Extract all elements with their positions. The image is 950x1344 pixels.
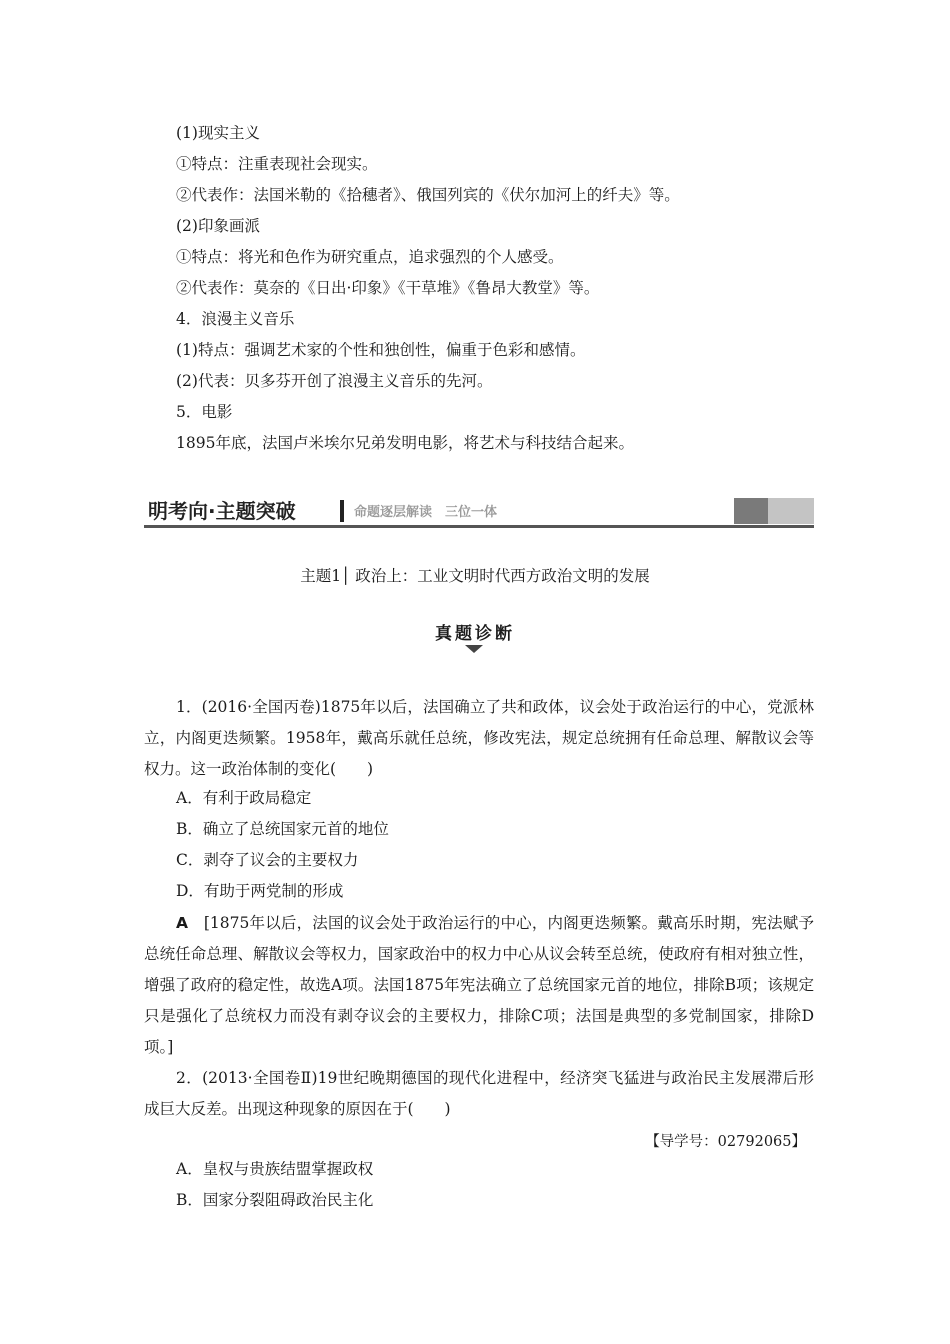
q2-option-b: B．国家分裂阻碍政治民主化 bbox=[176, 1191, 374, 1209]
text-line: (2)印象画派 bbox=[176, 217, 260, 235]
text-line: 5．电影 bbox=[176, 403, 233, 421]
banner-rule bbox=[144, 525, 814, 528]
q1-option-c: C．剥夺了议会的主要权力 bbox=[176, 851, 359, 869]
banner-decoration bbox=[734, 498, 768, 524]
banner-decoration bbox=[768, 498, 814, 524]
text-line: ①特点：将光和色作为研究重点，追求强烈的个人感受。 bbox=[176, 248, 564, 266]
guide-number: 【导学号：02792065】 bbox=[645, 1134, 806, 1150]
question-1-stem bbox=[144, 692, 814, 785]
diagnosis-title: 真题诊断 bbox=[435, 624, 515, 644]
question-1-text: 1．(2016·全国丙卷)1875年以后，法国确立了共和政体，议会处于政治运行的中心，党派林立，内阁更迭频繁。1958年，戴高乐就任总统，修改宪法，规定总统拥有任命总理、解散议会等权力。这一政治体制的变化( ) bbox=[144, 698, 814, 778]
question-2-stem bbox=[144, 1063, 814, 1125]
banner-divider bbox=[340, 500, 344, 522]
text-line: ②代表作：法国米勒的《拾穗者》、俄国列宾的《伏尔加河上的纤夫》等。 bbox=[176, 186, 680, 204]
q1-option-b: B．确立了总统国家元首的地位 bbox=[176, 820, 389, 838]
text-line: ①特点：注重表现社会现实。 bbox=[176, 155, 378, 173]
q1-option-a: A．有利于政局稳定 bbox=[176, 789, 312, 807]
q1-answer bbox=[144, 908, 814, 1063]
diagnosis-heading bbox=[0, 619, 950, 644]
text-line: 4．浪漫主义音乐 bbox=[176, 310, 295, 328]
answer-explanation: [1875年以后，法国的议会处于政治运行的中心，内阁更迭频繁。戴高乐时期，宪法赋予总统任命总理、解散议会等权力，国家政治中的权力中心从议会转至总统，使政府有相对独立性，增强了政府的稳定性，故选A项。法国1875年宪法确立了总统国家元首的地位，排除B项；该规定只是强化了总统权力而没有剥夺议会的主要权力，排除C项；法国是典型的多党制国家，排除D项。] bbox=[144, 914, 814, 1056]
text-line: (1)现实主义 bbox=[176, 124, 260, 142]
section-banner bbox=[144, 496, 814, 528]
banner-title: 明考向·主题突破 bbox=[148, 499, 296, 523]
question-2-text: 2．(2013·全国卷Ⅱ)19世纪晚期德国的现代化进程中，经济突飞猛进与政治民主发展滞后形成巨大反差。出现这种现象的原因在于( ) bbox=[144, 1069, 814, 1118]
text-line: 1895年底，法国卢米埃尔兄弟发明电影，将艺术与科技结合起来。 bbox=[176, 434, 634, 452]
answer-letter: A bbox=[176, 914, 188, 932]
banner-subtitle: 命题逐层解读 三位一体 bbox=[354, 505, 498, 520]
q2-option-a: A．皇权与贵族结盟掌握政权 bbox=[176, 1160, 374, 1178]
topic-heading: 主题1│ 政治上：工业文明时代西方政治文明的发展 bbox=[300, 567, 650, 585]
q1-option-d: D．有助于两党制的形成 bbox=[176, 882, 344, 900]
text-line: (1)特点：强调艺术家的个性和独创性，偏重于色彩和感情。 bbox=[176, 341, 586, 359]
text-line: (2)代表：贝多芬开创了浪漫主义音乐的先河。 bbox=[176, 372, 493, 390]
triangle-down-icon bbox=[465, 645, 483, 653]
text-line: ②代表作：莫奈的《日出·印象》《干草堆》《鲁昂大教堂》等。 bbox=[176, 279, 600, 297]
